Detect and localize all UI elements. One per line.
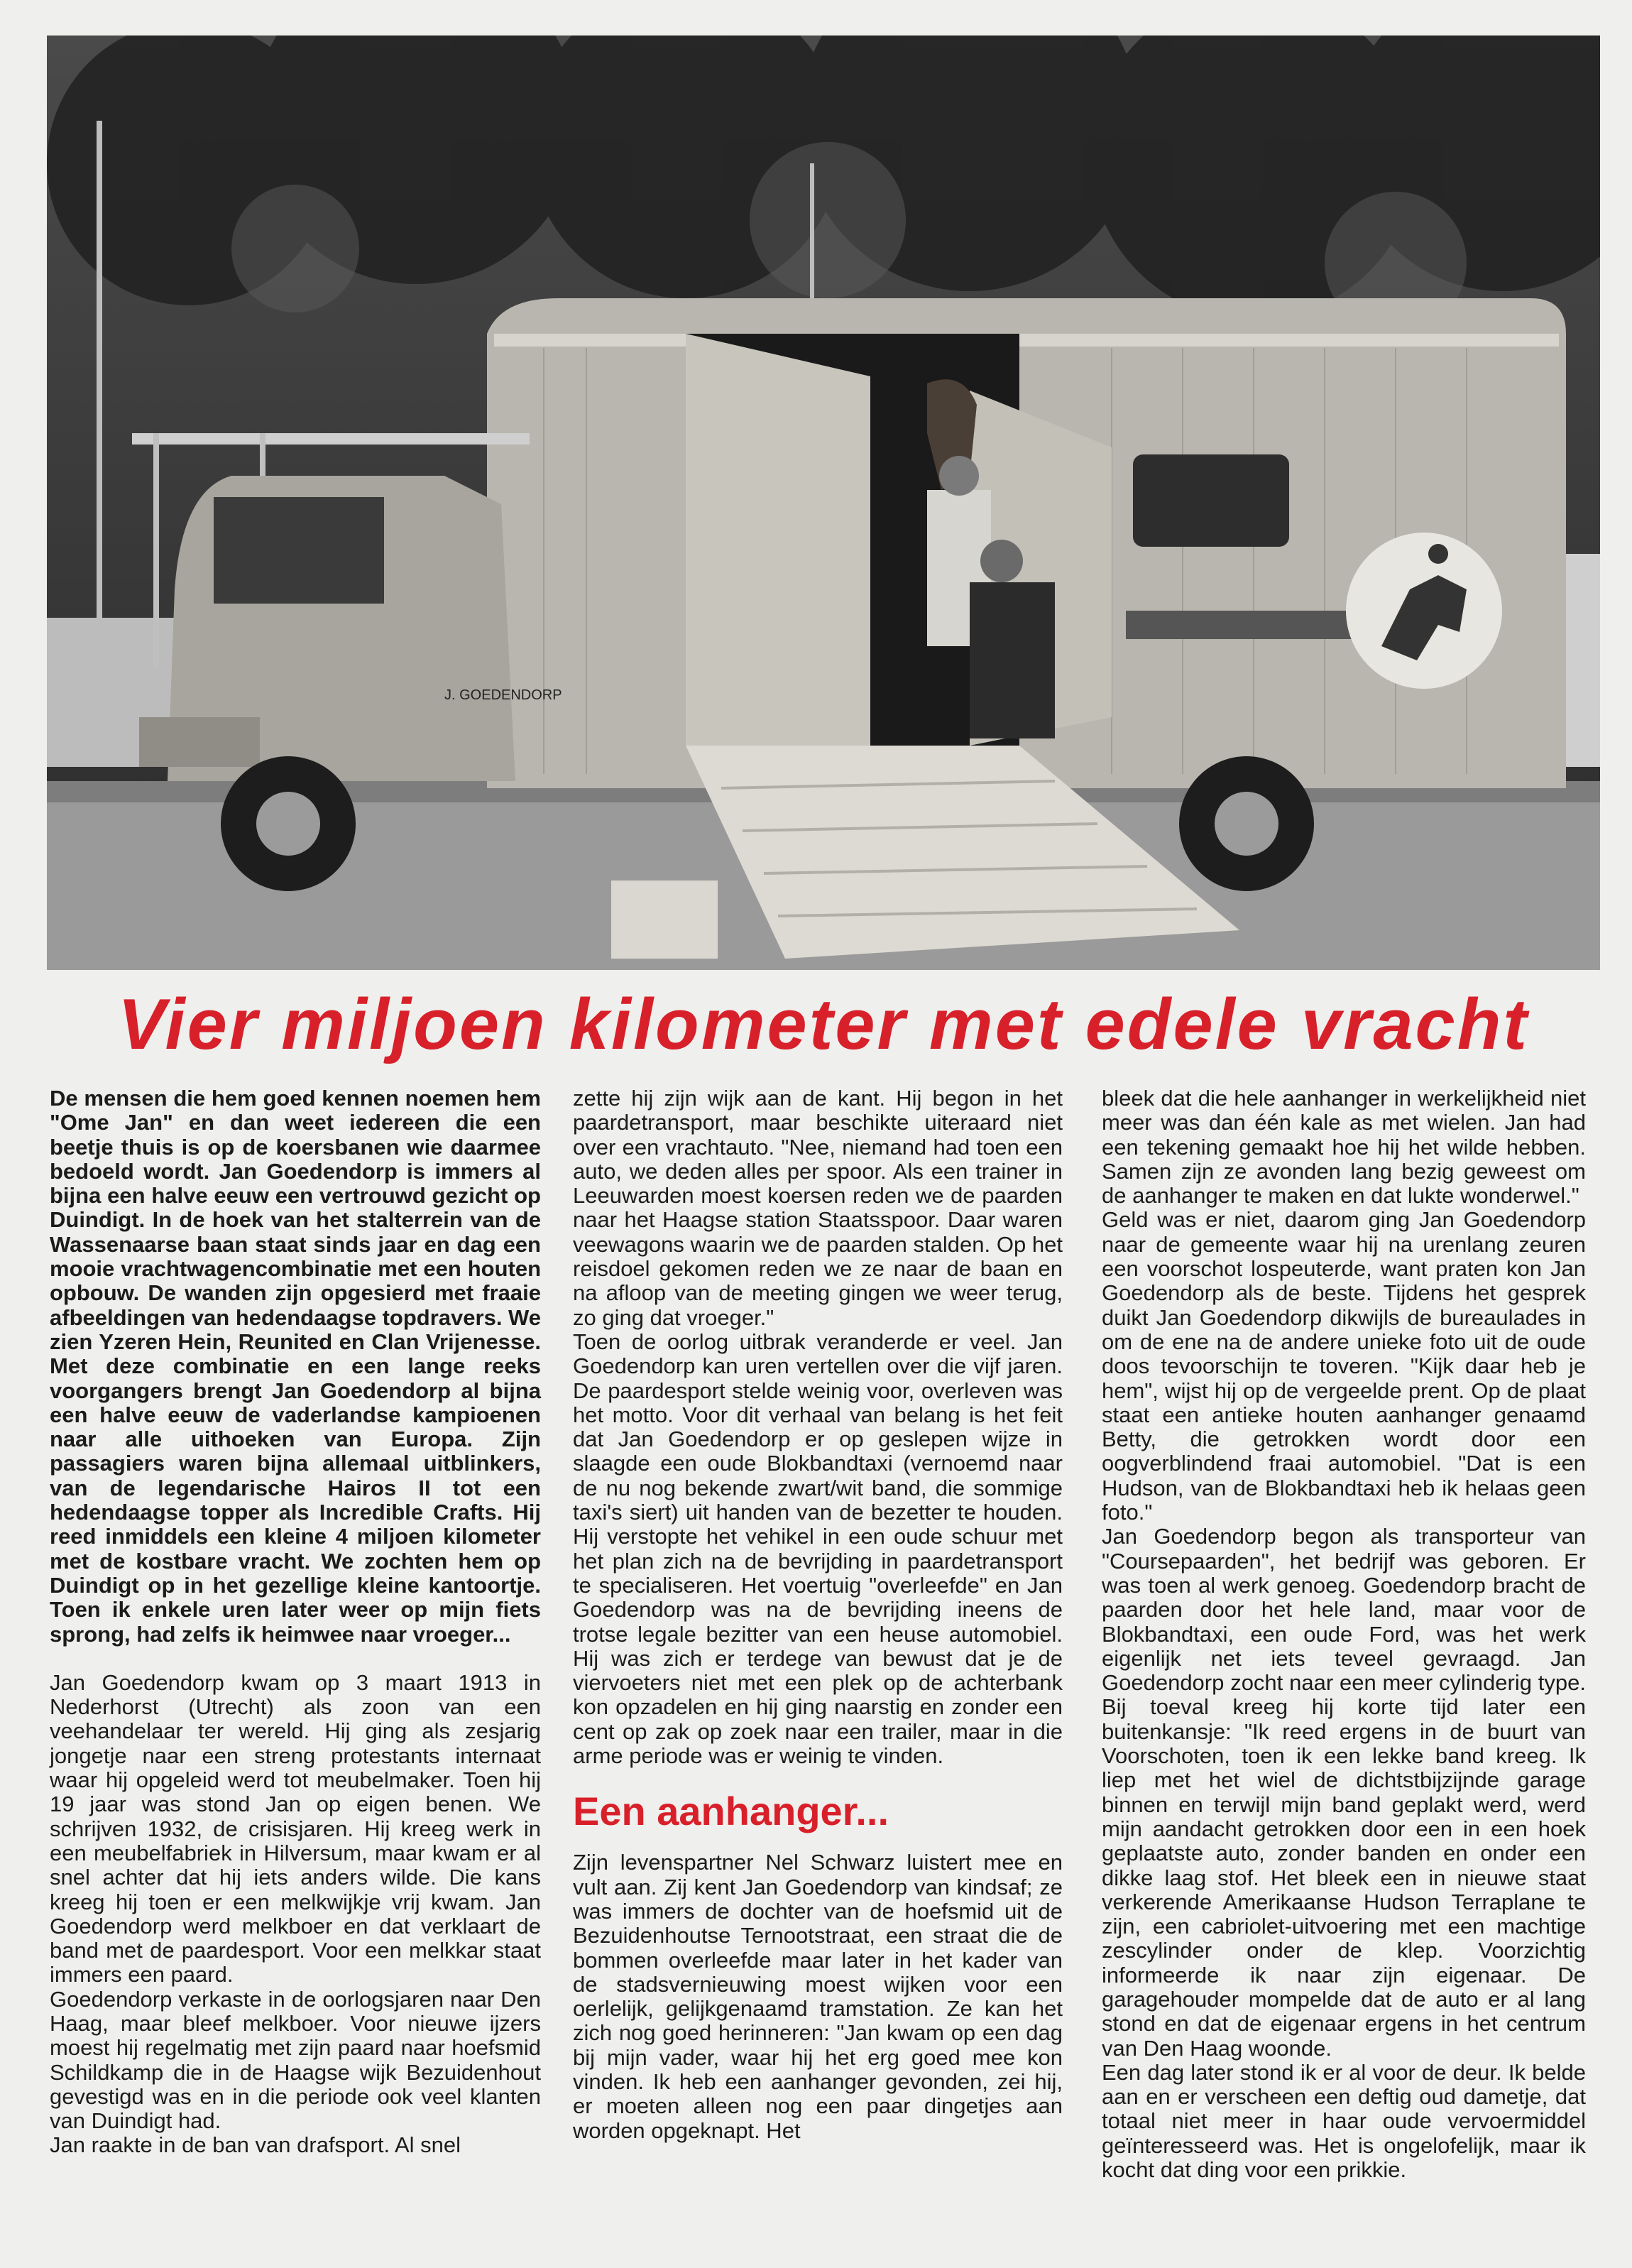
section-subheading: Een aanhanger... (573, 1789, 889, 1834)
body-paragraph: zette hij zijn wijk aan de kant. Hij begon in het paardetransport, maar beschikte uiteraard niet over een vrachtauto. "Nee, niemand had toen een auto, we deden alles per spoor. Als een trainer in Leeuwarden moest koersen reden we de paarden naar het Haagse station Staatsspoor. Daar waren veewagons waarin we de paarden stalden. Op het reisdoel gekomen reden we ze naar de baan en na afloop van de meeting gingen we weer terug, zo ging dat vroeger." (573, 1086, 1063, 1330)
cab-windshield (214, 497, 384, 604)
text-column-2 (573, 1086, 1063, 2143)
box-window (1133, 454, 1289, 547)
body-paragraph: Een dag later stond ik er al voor de deur. Ik belde aan en er verscheen een deftig oud dametje, dat totaal niet meer in haar oude vervoermiddel geïnteresseerd was. Het is ongelofelijk, maar ik kocht dat ding voor een prikkie. (1102, 2059, 1586, 2183)
text-column-1 (50, 1086, 541, 2158)
body-paragraph: Jan Goedendorp begon als transporteur van "Coursepaarden", het bedrijf was geboren. Er was toen al werk genoeg. Goedendorp bracht de paarden door het hele land, maar voor de Blokbandtaxi, een oude Ford, was het werk eigenlijk net iets teveel gevraagd. Jan Goedendorp zocht naar een meer cylinderig type. Bij toeval kreeg hij korte tijd later een buitenkansje: "Ik reed ergens in de buurt van Voorschoten, toen ik een lekke band kreeg. Ik liep met het wiel de dichtstbijzijnde garage binnen en terwijl mijn band geplakt werd, werd mijn aandacht getrokken door een in een hoek geplaatste auto, zonder banden en onder een dikke laag stof. Het bleek een in nieuwe staat verkerende Amerikaanse Hudson Terraplane te zijn, een cabriolet-uitvoering met een machtige zescylinder onder de klep. Voorzichtig informeerde ik naar zijn eigenaar. De garagehouder mompelde dat de auto er al lang stond en dat de eigenaar ergens in het centrum van Den Haag woonde. (1102, 1524, 1586, 2061)
body-paragraph: Jan Goedendorp kwam op 3 maart 1913 in Nederhorst (Utrecht) als zoon van een veehandelaar ter wereld. Hij ging als zesjarig jongetje naar een streng protestants internaat waar hij opgeleid werd tot meubelmaker. Toen hij 19 jaar was stond Jan op eigen benen. We schrijven 1932, de crisisjaren. Hij kreeg werk in een meubelfabriek in Hilversum, maar kwam er al snel achter dat hij iets anders wilde. Die kans kreeg hij toen er een melkwijkje vrij kwam. Jan Goedendorp werd melkboer en dat verklaart de band met de paardesport. Voor een melkkar staat immers een paard. (50, 1669, 541, 1988)
door-logo-text: J. GOEDENDORP (444, 687, 562, 703)
truck-grille (139, 717, 260, 767)
article-photo (47, 36, 1600, 970)
person-dark (970, 582, 1055, 738)
body-paragraph: bleek dat die hele aanhanger in werkelijkheid niet meer was dan één kale as met wielen. Jan had een tekening gemaakt hoe hij het wilde hebben. Samen zijn ze avonden lang bezig geweest om de aanhanger te maken en dat lukte wonderwel." (1102, 1086, 1586, 1209)
lead-paragraph: De mensen die hem goed kennen noemen hem "Ome Jan" en dan weet iedereen die een beetje thuis is op de koersbanen wie daarmee bedoeld wordt. Jan Goedendorp is immers al bijna een halve eeuw een vertrouwd gezicht op Duindigt. In de hoek van het stalterrein van de Wassenaarse baan staat sinds jaar en dag een mooie vrachtwagencombinatie met een houten opbouw. De wanden zijn opgesierd met fraaie afbeeldingen van hedendaagse topdravers. We zien Yzeren Hein, Reunited en Clan Vrijenesse. Met deze combinatie en een lange reeks voorgangers brengt Jan Goedendorp al bijna een halve eeuw de vaderlandse kampioenen naar alle uithoeken van Europa. Zijn passagiers waren bijna allemaal uitblinkers, van de legendarische Hairos II tot een hedendaagse topper als Incredible Crafts. Hij reed inmiddels een kleine 4 miljoen kilometer met de kostbare vracht. We zochten hem op Duindigt op in het gezellige kleine kantoortje. Toen ik enkele uren later weer op mijn fiets sprong, had zelfs ik heimwee naar vroeger... (50, 1086, 541, 1647)
body-paragraph: Jan raakte in de ban van drafsport. Al snel (50, 2132, 461, 2158)
text-column-3 (1102, 1086, 1586, 2182)
body-paragraph: Goedendorp verkaste in de oorlogsjaren naar Den Haag, maar bleef melkboer. Voor nieuwe ijzers moest hij regelmatig met zijn paard naar hoefsmid Schildkamp die in de Haagse wijk Bezuidenhout gevestigd was en in die periode ook veel klanten van Duindigt had. (50, 1986, 541, 2134)
body-paragraph: Toen de oorlog uitbrak veranderde er veel. Jan Goedendorp kan uren vertellen over die vijf jaren. De paardesport stelde weinig voor, overleven was het motto. Voor dit verhaal van belang is het feit dat Jan Goedendorp er op geslepen wijze in slaagde een oude Blokbandtaxi (vernoemd naar de nu nog bekende zwart/wit band, die sommige taxi's siert) uit handen van de bezetter te houden. Hij verstopte het vehikel in een oude schuur met het plan zich na de bevrijding in paardetransport te specialiseren. Het voertuig "overleefde" en Jan Goedendorp was na de bevrijding ineens de trotse legale bezitter van een heuse automobiel. Hij was zich er terdege van bewust dat je de viervoeters niet met een plek op de achterbank kon opzadelen en hij ging naarstig en zonder een cent op zak op zoek naar een trailer, maar in die arme periode was er weinig te vinden. (573, 1329, 1063, 1769)
body-paragraph: Geld was er niet, daarom ging Jan Goedendorp naar de gemeente waar hij na urenlang zeuren een voorschot lospeuterde, want praten kon Jan Goedendorp als de beste. Tijdens het gesprek duikt Jan Goedendorp dikwijls de bureaulades in om de ene na de andere unieke foto uit de oude doos tevoorschijn te toveren. "Kijk daar heb je hem", wijst hij op de vergeelde prent. Op de plaat staat een antieke houten aanhanger genaamd Betty, die getrokken wordt door een oogverblindend fraai automobiel. "Dat is een Hudson, van de Blokbandtaxi heb ik helaas geen foto." (1102, 1207, 1586, 1525)
horse-truck-photo (47, 36, 1600, 970)
body-paragraph: Zijn levenspartner Nel Schwarz luistert mee en vult aan. Zij kent Jan Goedendorp van kindsaf; ze was immers de dochter van de hoefsmid uit de Bezuidenhoutse Ternootstraat, een straat die de bommen overleefde maar later in het kader van de stadsvernieuwing moest wijken voor een oerlelijk, gelijkgenaamd tramstation. Ze kan het zich nog goed herinneren: "Jan kwam op een dag bij mijn vader, waar hij het erg goed mee kon vinden. Ik heb een aanhanger gevonden, zei hij, er moeten alleen nog een paar dingetjes aan worden opgeknapt. Het (573, 1850, 1063, 2143)
article-headline: Vier miljoen kilometer met edele vracht (117, 985, 1530, 1064)
